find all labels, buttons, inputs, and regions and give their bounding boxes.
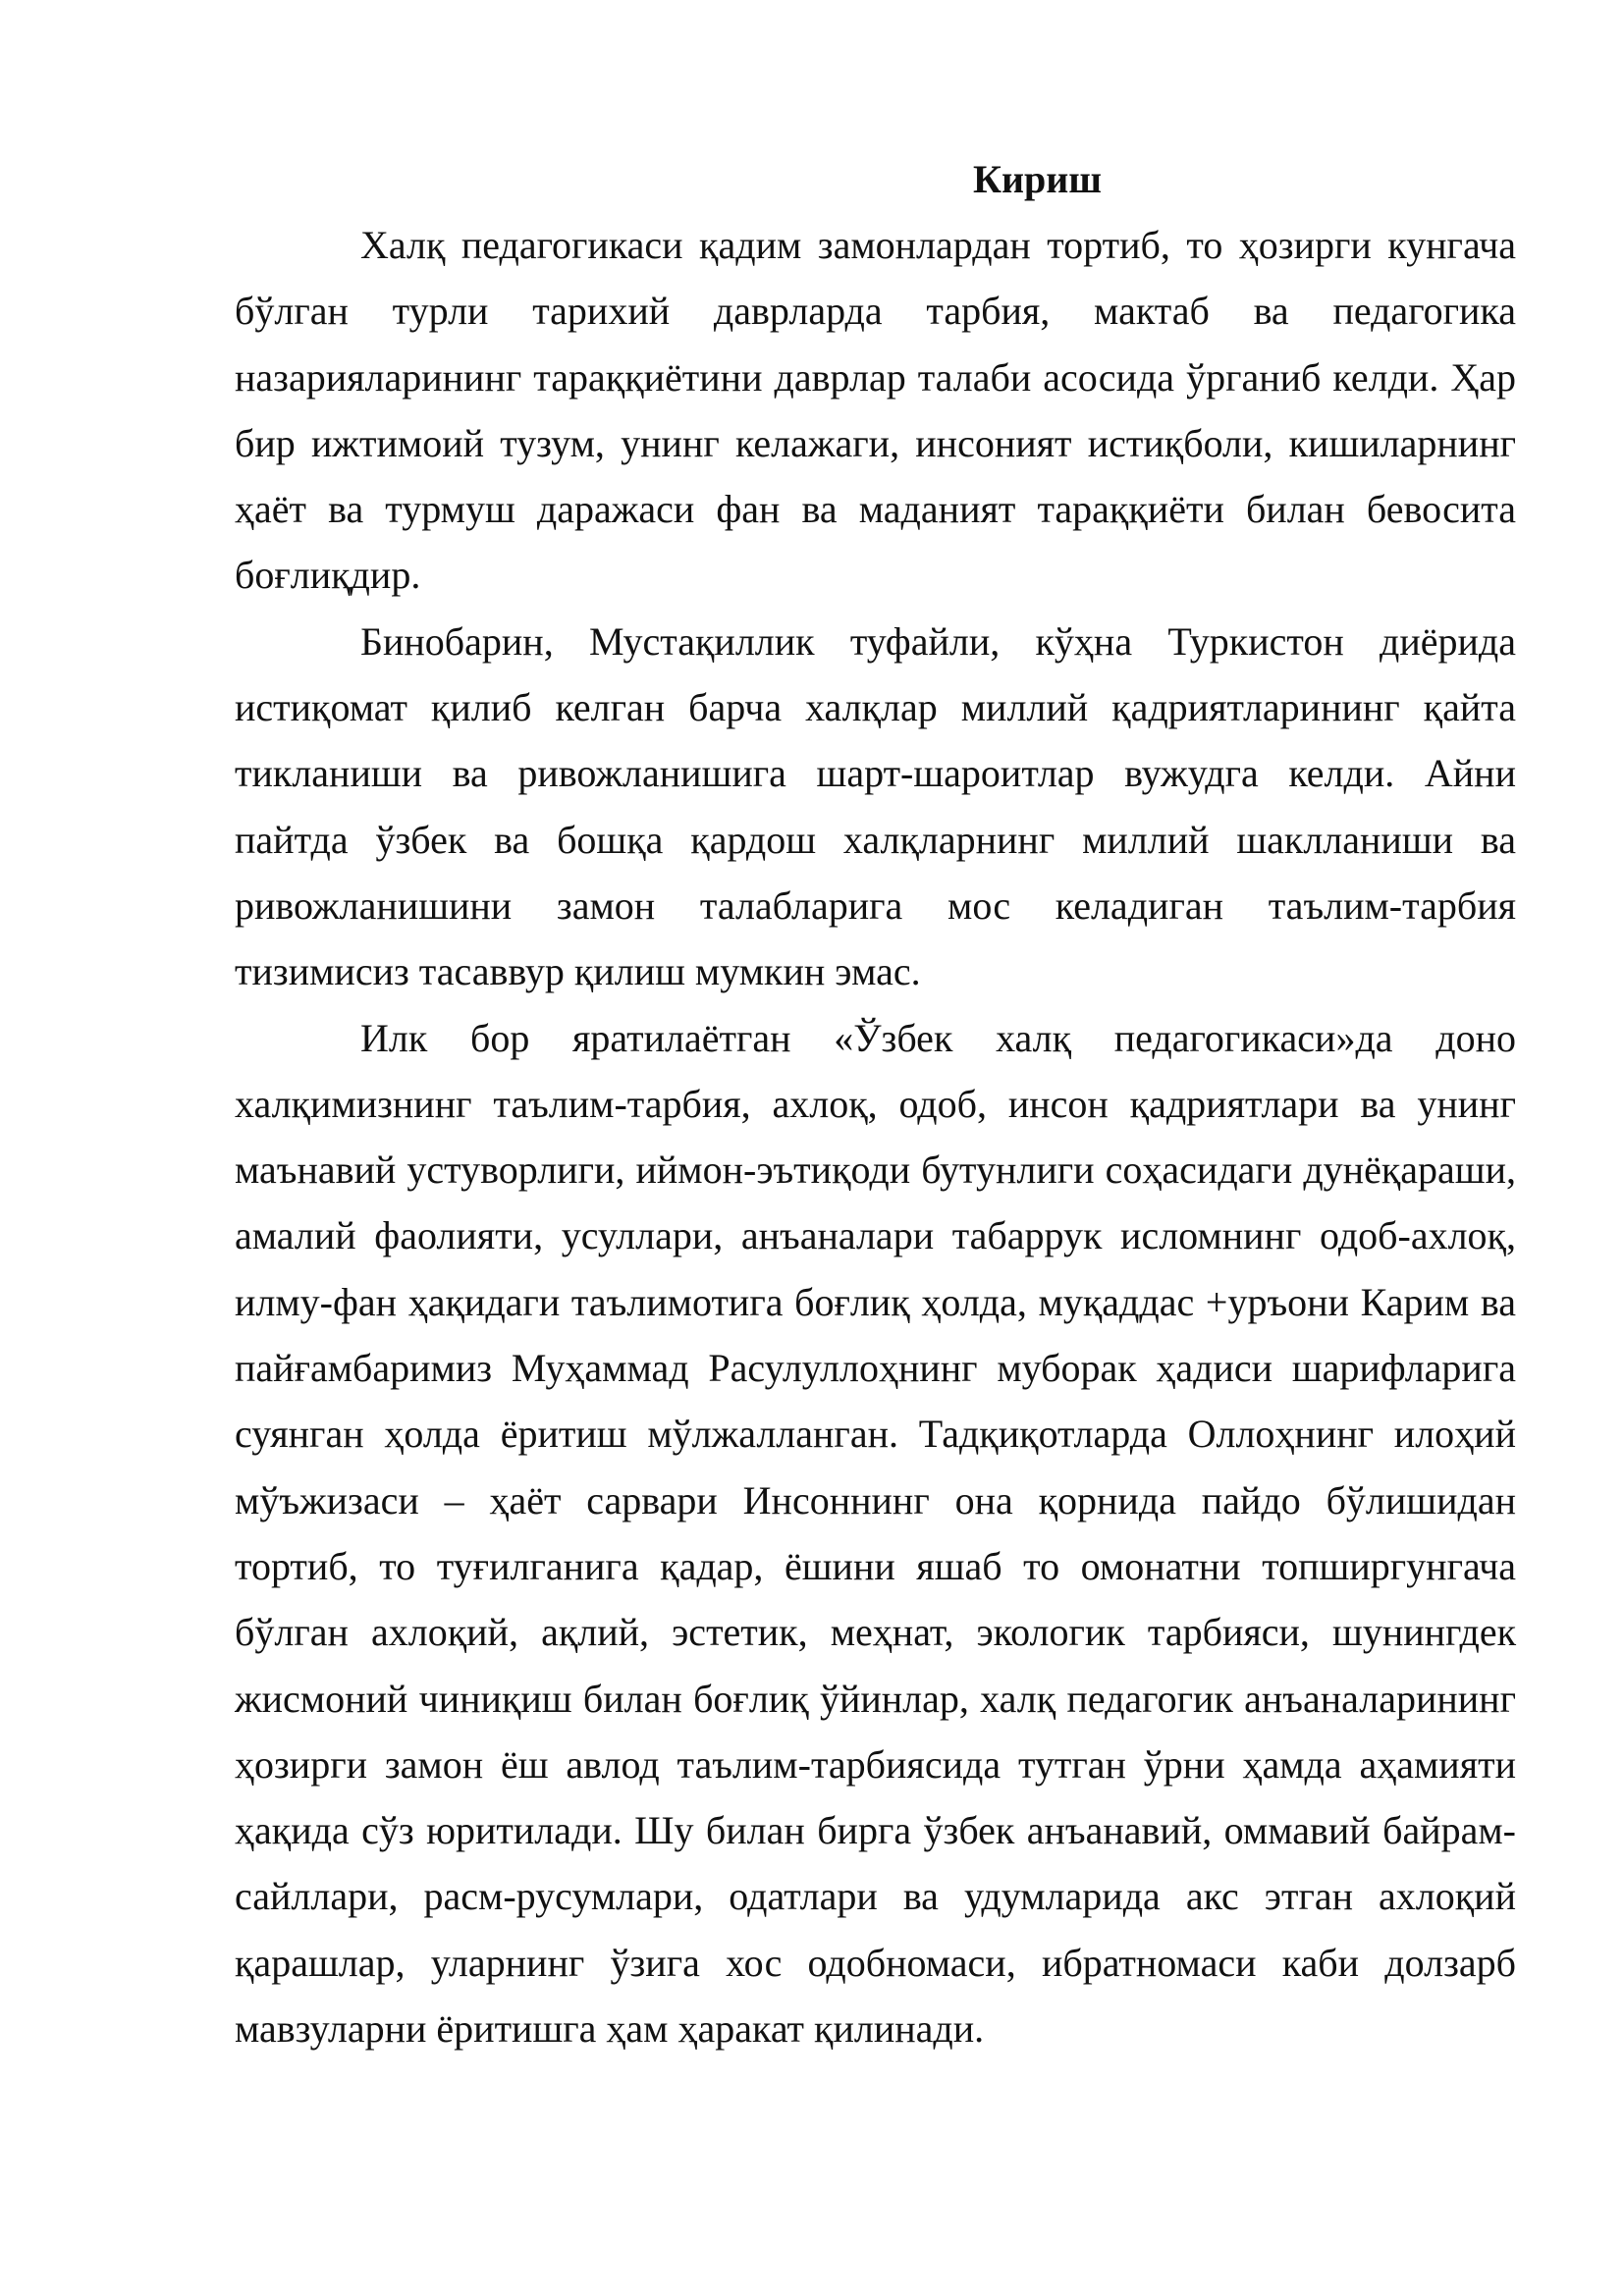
paragraph-2: Бинобарин, Мустақиллик туфайли, кўҳна Туркистон диёрида истиқомат қилиб келган барча халқлар миллий қадриятларининг қайта тикланиши ва ривожланишига шарт-шароитлар вужудга келди. Айни пайтда ўзбек ва бошқа қардош халқларнинг миллий шаклланиши ва ривожланишини замон талабларига мос келадиган таълим-тарбия тизимисиз тасаввур қилиш мумкин эмас. bbox=[235, 618, 1516, 994]
page-title: Кириш bbox=[972, 157, 1103, 201]
paragraph-3: Илк бор яратилаётган «Ўзбек халқ педагогикаси»да доно халқимизнинг таълим-тарбия, ахлоқ, одоб, инсон қадриятлари ва унинг маънавий устуворлиги, иймон-эътиқоди бутунлиги соҳасидаги дунёқараши, амалий фаолияти, усуллари, анъаналари табаррук исломнинг одоб-ахлоқ, илму-фан ҳақидаги таълимотига боғлиқ ҳолда, муқаддас +уръони Карим ва пайғамбаримиз Муҳаммад Расулуллоҳнинг муборак ҳадиси шарифларига суянган ҳолда ёритиш мўлжалланган. Тадқиқотларда Оллоҳнинг илоҳий мўъжизаси – ҳаёт сарвари Инсоннинг она қорнида пайдо бўлишидан тортиб, то туғилганига қадар, ёшини яшаб то омонатни топширгунгача бўлган ахлоқий, ақлий, эстетик, меҳнат, экологик тарбияси, шунингдек жисмоний чиниқиш билан боғлиқ ўйинлар, халқ педагогик анъаналарининг ҳозирги замон ёш авлод таълим-тарбиясида тутган ўрни ҳамда аҳамияти ҳақида сўз юритилади. Шу билан бирга ўзбек анъанавий, оммавий байрам-сайллари, расм-русумлари, одатлари ва удумларида акс этган ахлоқий қарашлар, уларнинг ўзига хос одобномаси, ибратномаси каби долзарб мавзуларни ёритишга ҳам ҳаракат қилинади. bbox=[235, 1015, 1516, 2052]
paragraph-1: Халқ педагогикаси қадим замонлардан тортиб, то ҳозирги кунгача бўлган турли тарихий даврларда тарбия, мактаб ва педагогика назарияларининг тараққиётини даврлар талаби асосида ўрганиб келди. Ҳар бир ижтимоий тузум, унинг келажаги, инсоният истиқболи, кишиларнинг ҳаёт ва турмуш даражаси фан ва маданият тараққиёти билан бевосита боғлиқдир. bbox=[235, 223, 1516, 598]
page-content bbox=[235, 147, 1516, 2061]
